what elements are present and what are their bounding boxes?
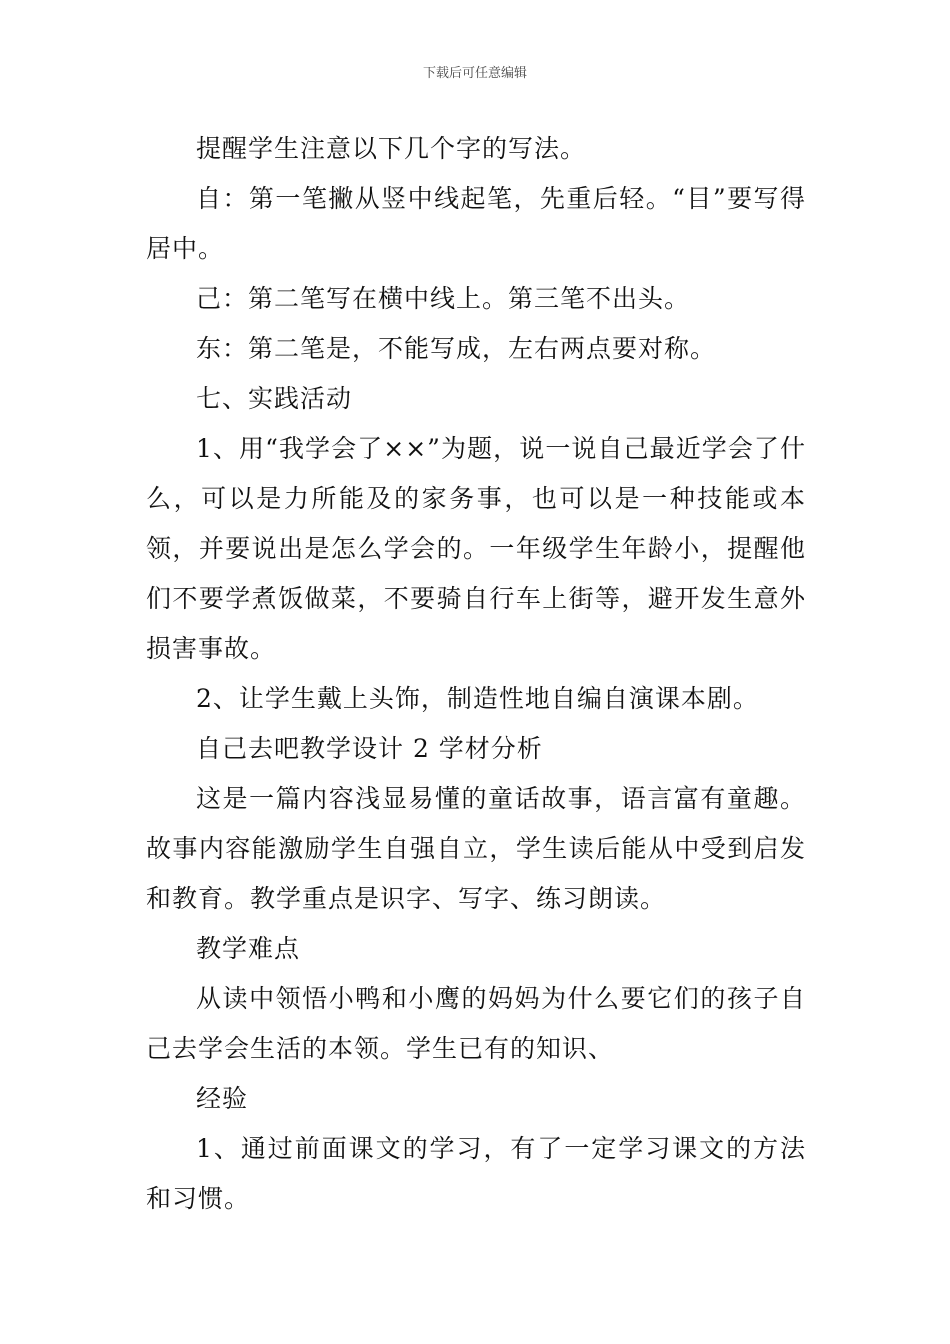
document-body xyxy=(146,124,806,1224)
paragraph: 2、让学生戴上头饰，制造性地自编自演课本剧。 xyxy=(196,684,759,713)
paragraph: 己：第二笔写在横中线上。第三笔不出头。 xyxy=(196,284,691,313)
paragraph: 自：第一笔撇从竖中线起笔，先重后轻。“目”要写得居中。 xyxy=(146,184,806,263)
paragraph: 1、通过前面课文的学习，有了一定学习课文的方法和习惯。 xyxy=(146,1134,806,1213)
paragraph: 1、用“我学会了××”为题，说一说自己最近学会了什么，可以是力所能及的家务事，也可以是一种技能或本领，并要说出是怎么学会的。一年级学生年龄小，提醒他们不要学煮饭做菜，不要骑自行车上街等，避开发生意外损害事故。 xyxy=(146,434,806,663)
paragraph: 这是一篇内容浅显易懂的童话故事，语言富有童趣。故事内容能激励学生自强自立，学生读后能从中受到启发和教育。教学重点是识字、写字、练习朗读。 xyxy=(146,784,806,913)
paragraph: 经验 xyxy=(196,1084,249,1113)
paragraph: 提醒学生注意以下几个字的写法。 xyxy=(196,134,587,163)
paragraph: 从读中领悟小鸭和小鹰的妈妈为什么要它们的孩子自己去学会生活的本领。学生已有的知识、 xyxy=(146,984,806,1063)
section-heading: 自己去吧教学设计 2 学材分析 xyxy=(196,734,543,763)
section-heading: 七、实践活动 xyxy=(196,384,353,413)
page-header: 下载后可任意编辑 xyxy=(422,66,527,81)
section-heading: 教学难点 xyxy=(196,934,301,963)
paragraph: 东：第二笔是，不能写成，左右两点要对称。 xyxy=(196,334,717,363)
